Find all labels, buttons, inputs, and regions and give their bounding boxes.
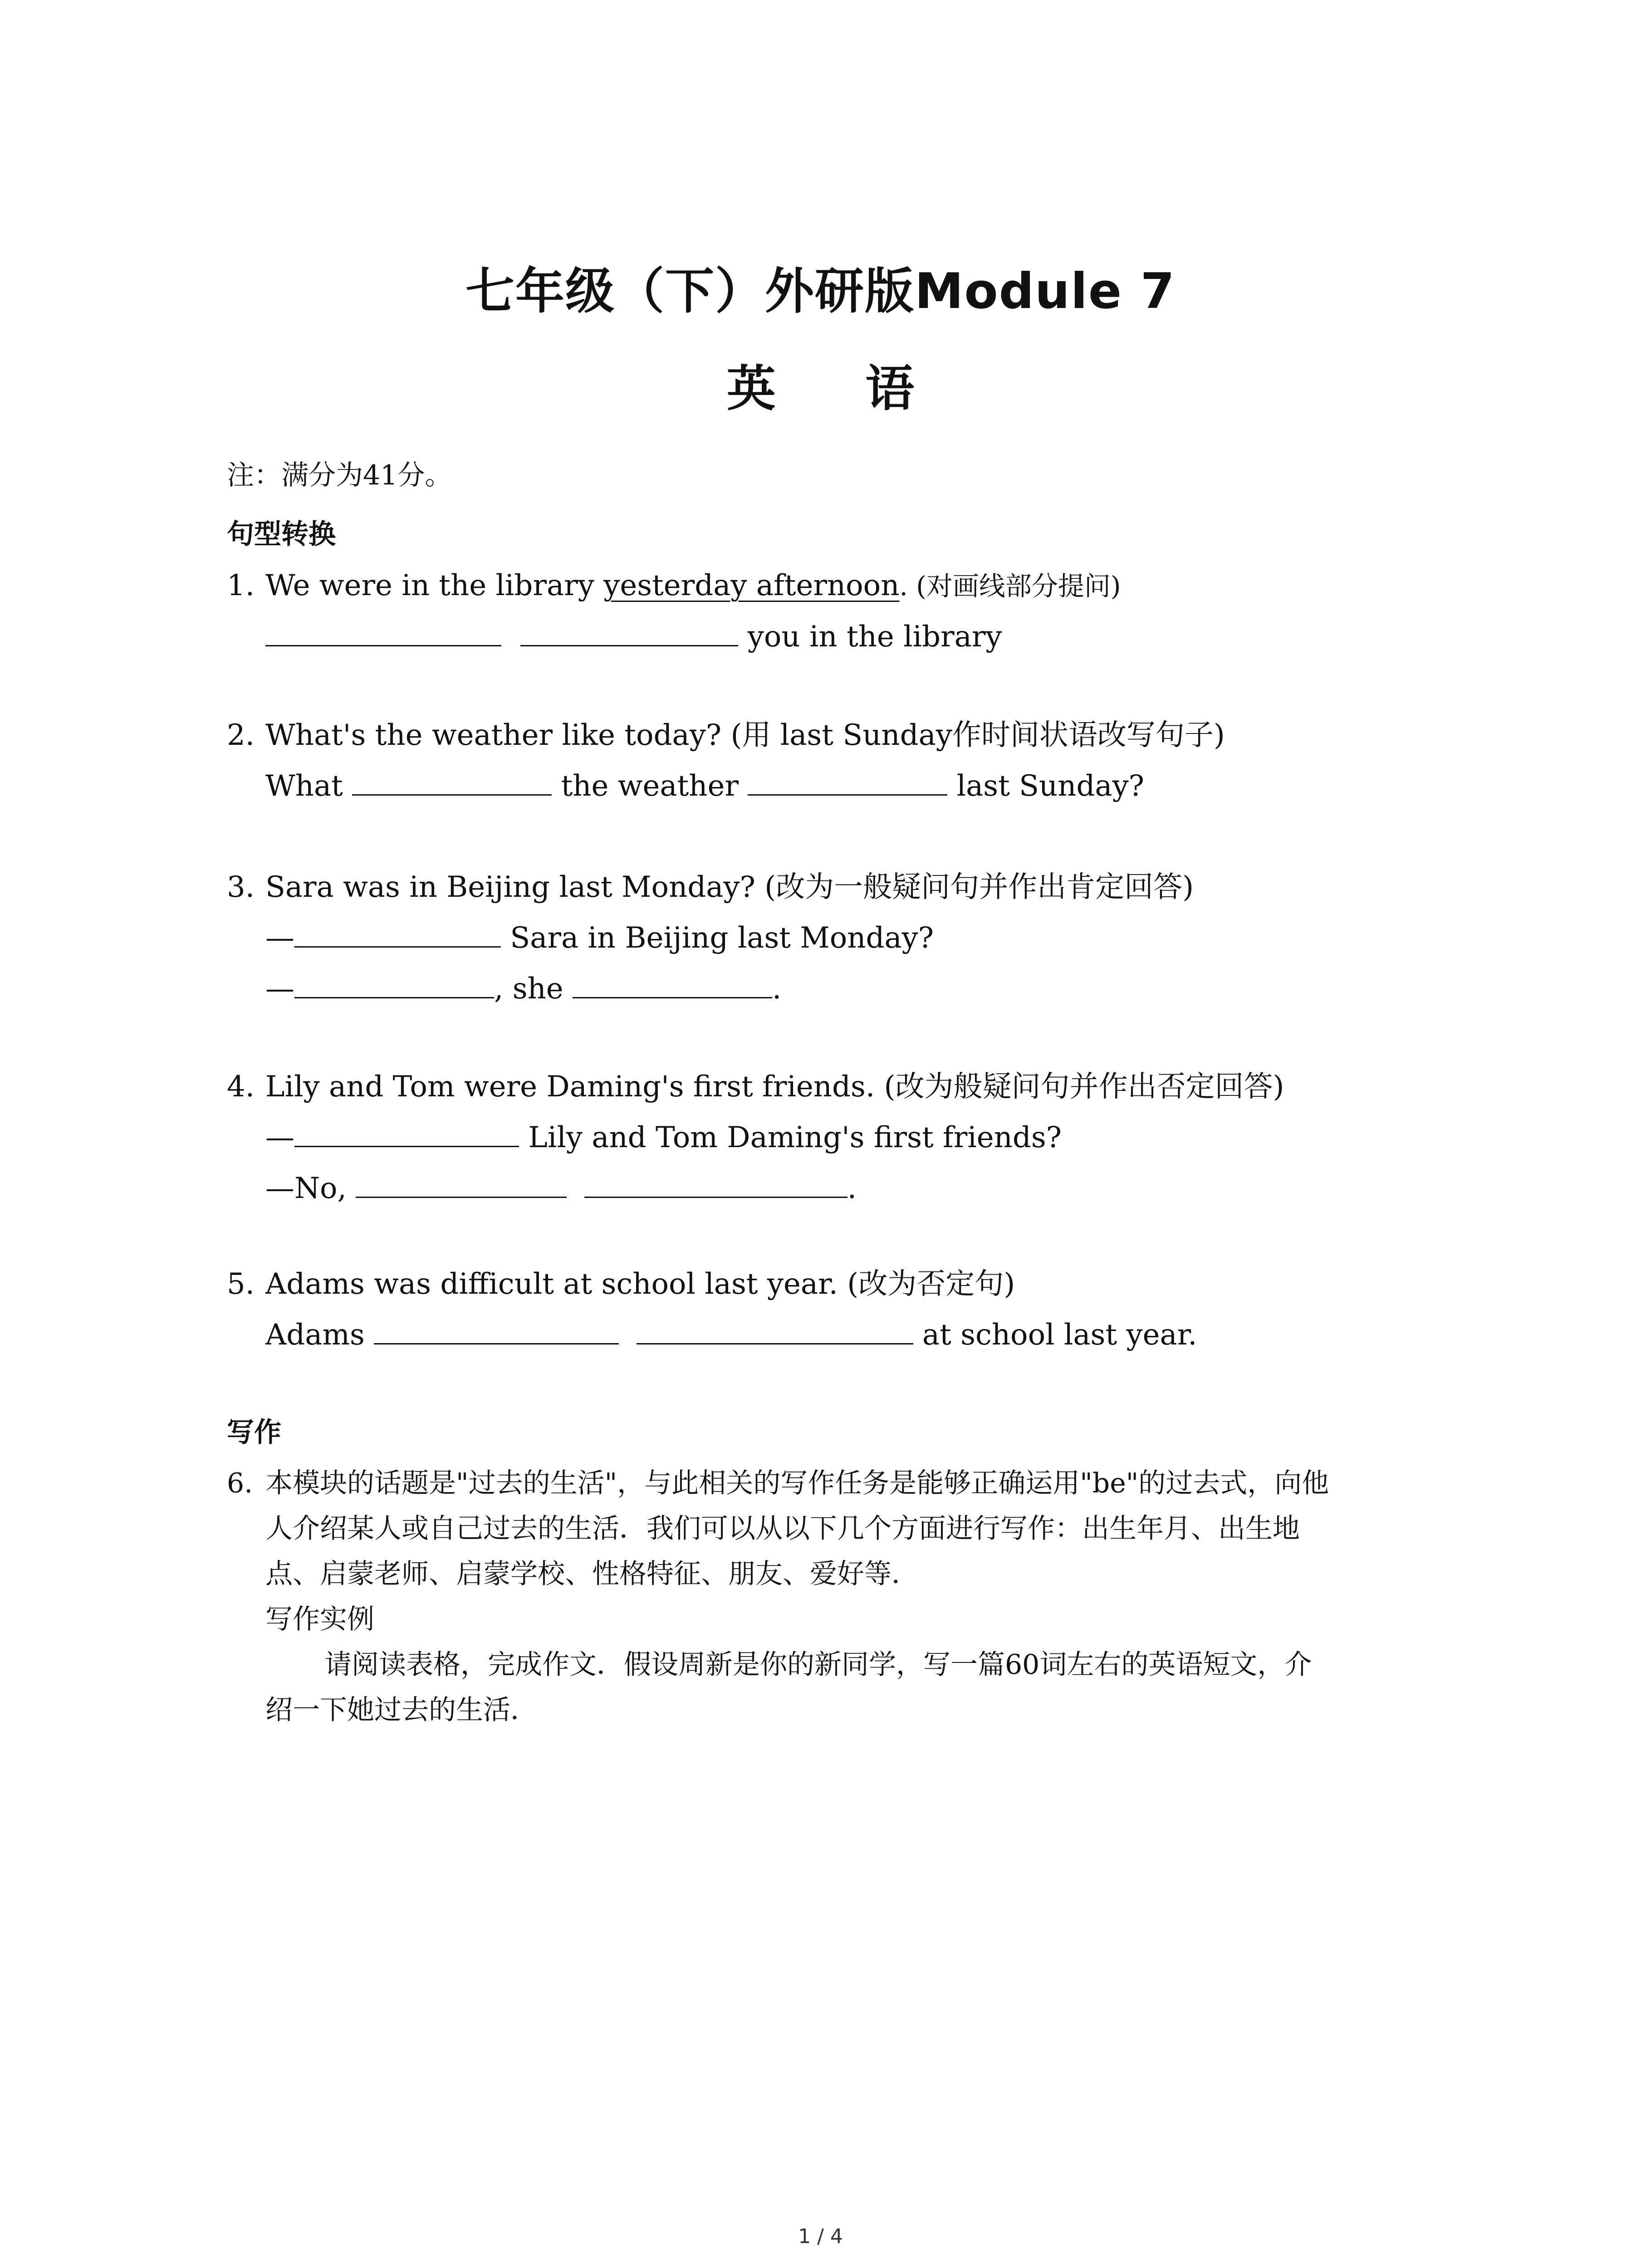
paragraph-line: 本模块的话题是"过去的生活"，与此相关的写作任务是能够正确运用"be"的过去式，向他 xyxy=(265,1467,1329,1499)
question-text: Sara in Beijing last Monday? xyxy=(501,921,934,955)
answer-blank[interactable] xyxy=(637,1311,913,1344)
answer-blank[interactable] xyxy=(352,763,552,796)
question-text: Adams xyxy=(265,1318,374,1352)
question-text: the weather xyxy=(552,769,748,803)
question-text: . xyxy=(772,972,782,1006)
question-number: 2. xyxy=(227,719,255,752)
question-6 xyxy=(227,1461,1452,1733)
question-5 xyxy=(227,1259,1452,1360)
paragraph-line: 人介绍某人或自己过去的生活．我们可以从以下几个方面进行写作：出生年月、出生地 xyxy=(265,1513,1300,1545)
question-number: 6. xyxy=(227,1467,253,1499)
question-text: you in the library xyxy=(738,620,1002,654)
answer-blank[interactable] xyxy=(294,1114,519,1147)
answer-blank[interactable] xyxy=(265,613,501,646)
answer-blank[interactable] xyxy=(356,1165,567,1198)
question-text: , she xyxy=(494,972,573,1006)
question-text: What's the weather like today? (用 last Sunday作时间状语改写句子) xyxy=(265,719,1225,752)
answer-blank[interactable] xyxy=(573,965,772,998)
answer-blank[interactable] xyxy=(584,1165,847,1198)
dash: — xyxy=(265,972,294,1006)
answer-blank[interactable] xyxy=(294,965,494,998)
underlined-phrase: yesterday afternoon xyxy=(603,569,900,602)
question-text: —No, xyxy=(265,1172,356,1205)
question-text: Adams was difficult at school last year. (改为否定句) xyxy=(265,1267,1015,1301)
score-note: 注：满分为41分。 xyxy=(227,459,452,491)
paragraph-line: 写作实例 xyxy=(265,1603,374,1635)
document-title: 七年级（下）外研版Module 7 xyxy=(465,263,1176,320)
paragraph-line: 点、启蒙老师、启蒙学校、性格特征、朋友、爱好等． xyxy=(265,1558,919,1590)
dash: — xyxy=(265,921,294,955)
question-2 xyxy=(227,710,1452,811)
question-text: last Sunday? xyxy=(947,769,1145,803)
question-text: . xyxy=(847,1172,857,1205)
answer-blank[interactable] xyxy=(748,763,947,796)
section-heading-writing: 写作 xyxy=(227,1417,281,1448)
question-3 xyxy=(227,862,1452,1014)
question-text: We were in the library xyxy=(265,569,604,602)
answer-blank[interactable] xyxy=(374,1311,619,1344)
dash: — xyxy=(265,1121,294,1154)
question-4 xyxy=(227,1061,1452,1214)
section-heading-sentence-transform: 句型转换 xyxy=(227,518,336,550)
question-text: at school last year. xyxy=(913,1318,1197,1352)
question-instruction: . (对画线部分提问) xyxy=(899,571,1121,601)
question-number: 3. xyxy=(227,870,255,904)
page-indicator: 1 / 4 xyxy=(798,2225,843,2248)
question-number: 5. xyxy=(227,1267,255,1301)
question-number: 4. xyxy=(227,1070,255,1104)
question-number: 1. xyxy=(227,569,255,602)
question-text: Sara was in Beijing last Monday? (改为一般疑问句并作出肯定回答) xyxy=(265,870,1194,904)
question-text: Lily and Tom Daming's first friends? xyxy=(519,1121,1062,1154)
paragraph-line: 绍一下她过去的生活． xyxy=(265,1694,538,1726)
answer-blank[interactable] xyxy=(520,613,738,646)
question-1 xyxy=(227,560,1452,662)
paragraph-line: 请阅读表格，完成作文．假设周新是你的新同学，写一篇60词左右的英语短文，介 xyxy=(324,1649,1312,1681)
question-text: What xyxy=(265,769,353,803)
question-text: Lily and Tom were Daming's first friends. (改为般疑问句并作出否定回答) xyxy=(265,1070,1284,1104)
document-subtitle: 英 语 xyxy=(726,361,951,417)
answer-blank[interactable] xyxy=(294,914,501,948)
